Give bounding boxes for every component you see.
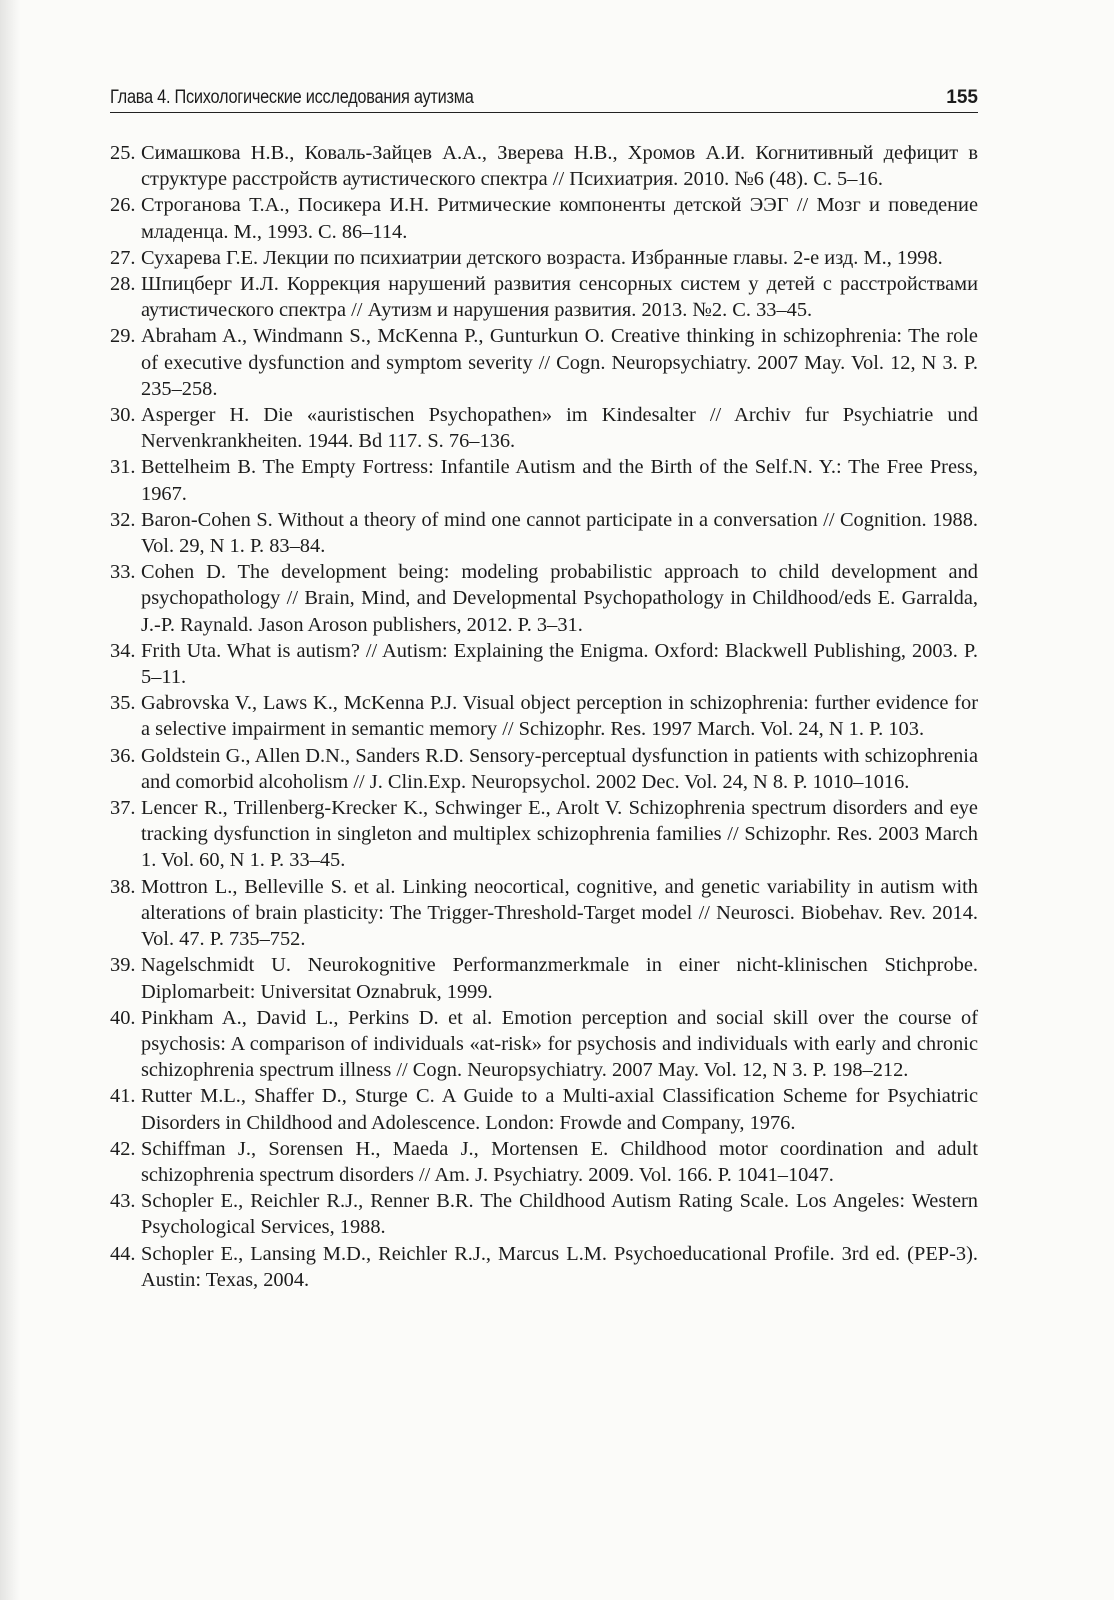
reference-text: Cohen D. The development being: modeling probabilistic approach to child development and psychopathology // Brain, Mind, and Developmental Psychopathology in Childhood/eds E. Garralda, J.-P. Raynald. Jason Aroson publishers, 2012. P. 3–31. [141,561,978,636]
reference-item [110,402,978,454]
reference-number: 35. [110,692,136,715]
reference-number: 26. [110,194,136,217]
reference-text: Rutter M.L., Shaffer D., Sturge C. A Guide to a Multi-axial Classification Scheme for Psychiatric Disorders in Childhood and Adolescence. London: Frowde and Company, 1976. [141,1085,978,1134]
reference-number: 29. [110,325,136,348]
reference-text: Mottron L., Belleville S. et al. Linking neocortical, cognitive, and genetic variability in autism with alterations of brain plasticity: The Trigger-Threshold-Target model // Neurosci. Biobehav. Rev. 2014. Vol. 47. P. 735–752. [141,875,978,951]
reference-text: Шпицберг И.Л. Коррекция нарушений развития сенсорных систем у детей с расстройствами аутистического спектра // Аутизм и нарушения развития. 2013. №2. С. 33–45. [141,273,978,322]
reference-number: 42. [110,1137,136,1160]
reference-text: Goldstein G., Allen D.N., Sanders R.D. Sensory-perceptual dysfunction in patients with schizophrenia and comorbid alcoholism // J. Clin.Exp. Neuropsychol. 2002 Dec. Vol. 24, N 8. P. 1010–1016. [141,744,978,793]
reference-number: 32. [110,508,136,531]
reference-list [110,140,978,1293]
reference-number: 34. [110,639,136,662]
reference-number: 28. [110,273,136,296]
reference-item [110,323,978,402]
page-edge-shadow [0,0,20,1600]
reference-item [110,874,978,953]
reference-number: 25. [110,142,136,164]
reference-text: Asperger H. Die «auristischen Psychopathen» im Kindesalter // Archiv fur Psychiatrie und Nervenkrankheiten. 1944. Bd 117. S. 76–136. [141,404,978,453]
reference-item [110,192,978,244]
reference-text: Schopler E., Lansing M.D., Reichler R.J., Marcus L.M. Psychoeducational Profile. 3rd ed. (PEP-3). Austin: Texas, 2004. [141,1242,978,1291]
reference-number: 40. [110,1006,136,1029]
reference-item [110,952,978,1004]
reference-text: Baron-Cohen S. Without a theory of mind one cannot participate in a conversation // Cognition. 1988. Vol. 29, N 1. P. 83–84. [141,508,978,558]
reference-number: 36. [110,744,136,767]
reference-text: Сухарева Г.Е. Лекции по психиатрии детского возраста. Избранные главы. 2-е изд. М., 1998. [141,246,943,269]
reference-text: Nagelschmidt U. Neurokognitive Performanzmerkmale in einer nicht-klinischen Stichprobe. Diplomarbeit: Universitat Oznabruk, 1999. [141,954,978,1003]
running-header [110,84,978,113]
reference-text: Schiffman J., Sorensen H., Maeda J., Mortensen E. Childhood motor coordination and adult schizophrenia spectrum disorders // Am. J. Psychiatry. 2009. Vol. 166. P. 1041–1047. [141,1137,978,1186]
reference-item [110,1241,978,1293]
reference-item [110,271,978,323]
chapter-title: Глава 4. Психологические исследования аутизма [110,87,474,108]
reference-number: 38. [110,875,136,898]
reference-number: 31. [110,456,136,479]
reference-item [110,140,978,192]
reference-text: Abraham A., Windmann S., McKenna P., Gunturkun O. Creative thinking in schizophrenia: The role of executive dysfunction and symptom severity // Cogn. Neuropsychiatry. 2007 May. Vol. 12, N 3. P. 235–258. [141,325,978,400]
reference-number: 33. [110,561,136,584]
reference-number: 43. [110,1190,136,1213]
reference-item [110,638,978,690]
reference-item [110,1005,978,1084]
reference-text: Pinkham A., David L., Perkins D. et al. Emotion perception and social skill over the course of psychosis: A comparison of individuals «at-risk» for psychosis and individuals with early and chronic schizophrenia spectrum illness // Cogn. Neuropsychiatry. 2007 May. Vol. 12, N 3. P. 198–212. [141,1006,978,1082]
reference-item [110,690,978,742]
reference-item [110,1083,978,1135]
reference-text: Bettelheim B. The Empty Fortress: Infantile Autism and the Birth of the Self.N. Y.: The Free Press, 1967. [141,456,978,505]
reference-text: Frith Uta. What is autism? // Autism: Explaining the Enigma. Oxford: Blackwell Publishing, 2003. P. 5–11. [141,639,978,689]
reference-item [110,1188,978,1240]
reference-text: Строганова Т.А., Посикера И.Н. Ритмические компоненты детской ЭЭГ // Мозг и поведение младенца. М., 1993. С. 86–114. [141,194,978,243]
reference-text: Gabrovska V., Laws K., McKenna P.J. Visual object perception in schizophrenia: further evidence for a selective impairment in semantic memory // Schizophr. Res. 1997 March. Vol. 24, N 1. P. 103. [141,692,978,741]
reference-item [110,507,978,559]
reference-number: 30. [110,404,136,427]
reference-item [110,245,978,271]
page-number: 155 [946,87,978,108]
reference-item [110,1136,978,1188]
reference-number: 41. [110,1085,136,1108]
reference-item [110,743,978,795]
reference-number: 44. [110,1242,136,1265]
reference-item [110,795,978,874]
reference-item [110,559,978,638]
reference-text: Schopler E., Reichler R.J., Renner B.R. The Childhood Autism Rating Scale. Los Angeles: Western Psychological Services, 1988. [141,1190,978,1239]
reference-number: 37. [110,797,136,820]
reference-text: Lencer R., Trillenberg-Krecker K., Schwinger E., Arolt V. Schizophrenia spectrum disorders and eye tracking dysfunction in singleton and multiplex schizophrenia families // Schizophr. Res. 2003 March 1. Vol. 60, N 1. P. 33–45. [141,797,978,872]
reference-number: 27. [110,246,136,269]
reference-text: Симашкова Н.В., Коваль-Зайцев А.А., Зверева Н.В., Хромов А.И. Когнитивный дефицит в структуре расстройств аутистического спектра // Психиатрия. 2010. №6 (48). С. 5–16. [141,142,978,191]
reference-number: 39. [110,954,136,977]
reference-item [110,454,978,506]
